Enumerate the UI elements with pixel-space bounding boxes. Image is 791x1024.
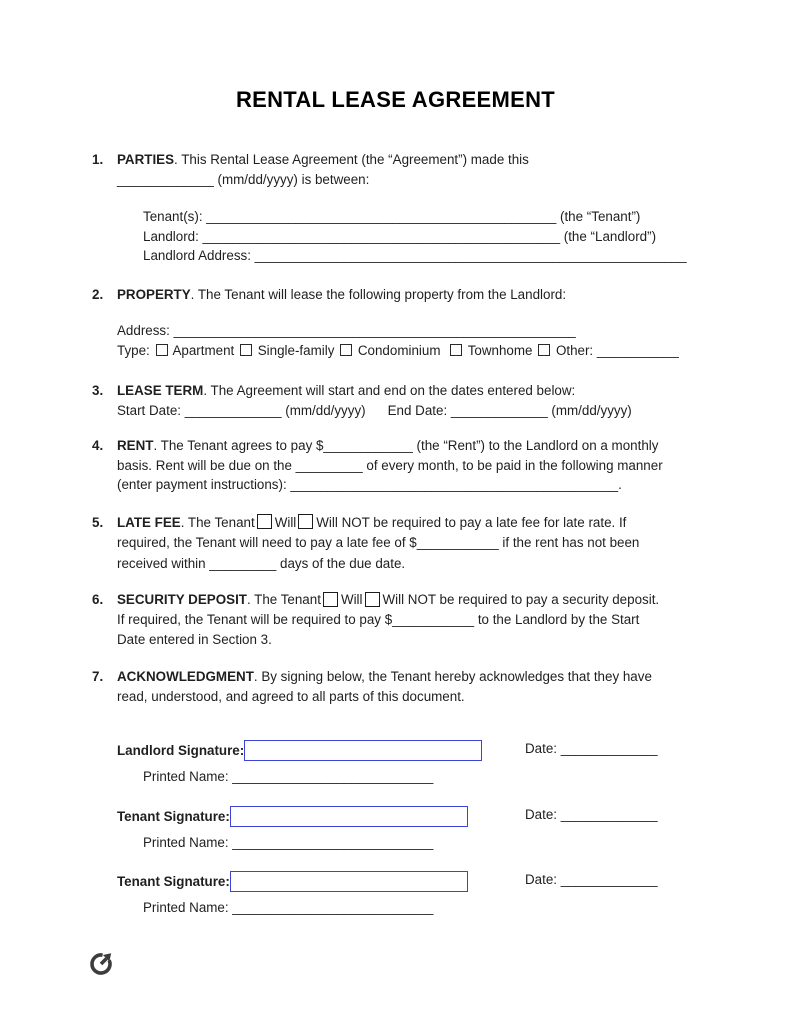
acknowledgment-line1-rest: . By signing below, the Tenant hereby acknowledges that they have: [253, 669, 652, 684]
checkbox-late-fee-will-not[interactable]: [298, 514, 313, 529]
late-fee-will-label: Will: [274, 514, 297, 530]
rent-line3: (enter payment instructions): ____________________________________________.: [117, 477, 622, 492]
acknowledgment-line2: read, understood, and agreed to all parts of this document.: [117, 688, 465, 704]
property-intro-rest: . The Tenant will lease the following property from the Landlord:: [190, 286, 567, 302]
landlord-signature-row: [117, 739, 699, 762]
deposit-will-not-rest: Will NOT be required to pay a security deposit.: [382, 592, 660, 607]
rent-line1-rest: . The Tenant agrees to pay $____________ (the “Rent”) to the Landlord on a monthly: [153, 438, 659, 453]
landlord-signature-input[interactable]: [244, 740, 482, 761]
rent-line2: basis. Rent will be due on the _________ of every month, to be paid in the following manner: [117, 457, 663, 473]
lease-term-intro-rest: . The Agreement will start and end on the dates entered below:: [203, 383, 576, 398]
landlord-date-blank: Date: _____________: [525, 741, 658, 756]
checkbox-deposit-will-not[interactable]: [365, 592, 380, 607]
section-acknowledgment: [92, 667, 699, 706]
type-option-other: Other:: [555, 342, 594, 358]
section-number: 4.: [92, 438, 104, 453]
tenant-signature-row-1: [117, 805, 699, 828]
document-title: RENTAL LEASE AGREEMENT: [235, 87, 556, 112]
tenant-printed-name-blank-1: Printed Name: ___________________________: [143, 834, 434, 850]
section-number: 7.: [92, 669, 104, 684]
acknowledgment-heading: ACKNOWLEDGMENT: [117, 669, 254, 684]
landlord-signature-label: Landlord Signature:: [117, 743, 245, 758]
checkbox-late-fee-will[interactable]: [257, 514, 272, 529]
parties-intro-rest: . This Rental Lease Agreement (the “Agreement”) made this: [174, 152, 529, 167]
start-date-blank: Start Date: _____________ (mm/dd/yyyy): [117, 402, 366, 418]
rent-line1: [117, 436, 699, 456]
late-fee-heading: LATE FEE: [117, 514, 181, 530]
type-option-townhome: Townhome: [467, 342, 533, 358]
section-parties: [92, 150, 699, 266]
section-rent: [92, 436, 699, 495]
checkbox-townhome[interactable]: [450, 344, 462, 356]
section-number: 5.: [92, 514, 104, 530]
type-option-condominium: Condominium: [357, 342, 441, 358]
security-deposit-line3: Date entered in Section 3.: [117, 632, 272, 647]
security-deposit-lead: . The Tenant: [246, 592, 321, 607]
property-fields: [117, 321, 699, 360]
section-security-deposit: [92, 590, 699, 650]
tenant-signature-label: Tenant Signature:: [117, 874, 230, 889]
late-fee-line2: required, the Tenant will need to pay a late fee of $___________ if the rent has not been: [117, 535, 640, 550]
parties-fields: [143, 207, 699, 266]
type-option-apartment: Apartment: [172, 342, 235, 358]
type-other-blank: ___________: [596, 342, 679, 358]
signature-block: [117, 739, 699, 918]
tenant-signature-input-1[interactable]: [230, 806, 468, 827]
lease-term-intro-line: [117, 381, 699, 401]
rent-heading: RENT: [117, 438, 154, 453]
parties-intro-line1: [117, 150, 699, 170]
section-property: [92, 285, 699, 361]
tenant-date-blank-1: Date: _____________: [525, 806, 658, 822]
landlord-name-line: Landlord: ________________________________________________ (the “Landlord”): [143, 228, 657, 244]
property-address-line: Address: ______________________________________________________: [117, 323, 576, 338]
type-label: Type:: [117, 342, 150, 358]
type-option-single-family: Single-family: [257, 342, 335, 358]
tenant-signature-row-2: [117, 870, 699, 893]
section-lease-term: [92, 381, 699, 420]
deposit-will-label: Will: [340, 592, 363, 607]
section-late-fee: [92, 513, 699, 575]
section-number: 1.: [92, 152, 104, 167]
tenant-date-blank-2: Date: _____________: [525, 872, 658, 887]
tenant-signature-input-2[interactable]: [230, 871, 468, 892]
tenant-signature-label: Tenant Signature:: [117, 808, 230, 824]
checkbox-other[interactable]: [538, 344, 550, 356]
checkbox-apartment[interactable]: [156, 344, 168, 356]
late-fee-will-not-rest: Will NOT be required to pay a late fee for late rate. If: [316, 514, 627, 530]
property-type-line: [117, 341, 699, 361]
late-fee-lead: . The Tenant: [180, 514, 255, 530]
property-heading: PROPERTY: [117, 286, 191, 302]
section-number: 2.: [92, 286, 104, 302]
section-number: 3.: [92, 383, 104, 398]
checkbox-condominium[interactable]: [340, 344, 352, 356]
tenant-name-line: Tenant(s): _______________________________________________ (the “Tenant”): [143, 209, 641, 224]
agreement-date-blank: _____________ (mm/dd/yyyy) is between:: [117, 171, 370, 187]
lease-term-heading: LEASE TERM: [117, 383, 204, 398]
security-deposit-line2: If required, the Tenant will be required to pay $___________ to the Landlord by the Start: [117, 612, 640, 627]
landlord-printed-name-blank: Printed Name: ___________________________: [143, 769, 434, 784]
checkbox-single-family[interactable]: [240, 344, 252, 356]
end-date-blank: End Date: _____________ (mm/dd/yyyy): [387, 402, 632, 418]
tenant-printed-name-blank-2: Printed Name: ___________________________: [143, 900, 434, 915]
parties-heading: PARTIES: [117, 152, 175, 167]
section-number: 6.: [92, 592, 104, 607]
security-deposit-line1: [117, 590, 699, 610]
late-fee-line1: [117, 513, 699, 534]
security-deposit-heading: SECURITY DEPOSIT: [117, 592, 247, 607]
acknowledgment-line1: [117, 667, 699, 687]
property-intro-line: [117, 285, 699, 305]
refresh-arrow-icon: [88, 948, 116, 978]
landlord-address-line: Landlord Address: __________________________________________________________: [143, 248, 687, 263]
lease-dates-line: [117, 401, 699, 421]
late-fee-line3: received within _________ days of the due date.: [117, 555, 406, 571]
checkbox-deposit-will[interactable]: [323, 592, 338, 607]
